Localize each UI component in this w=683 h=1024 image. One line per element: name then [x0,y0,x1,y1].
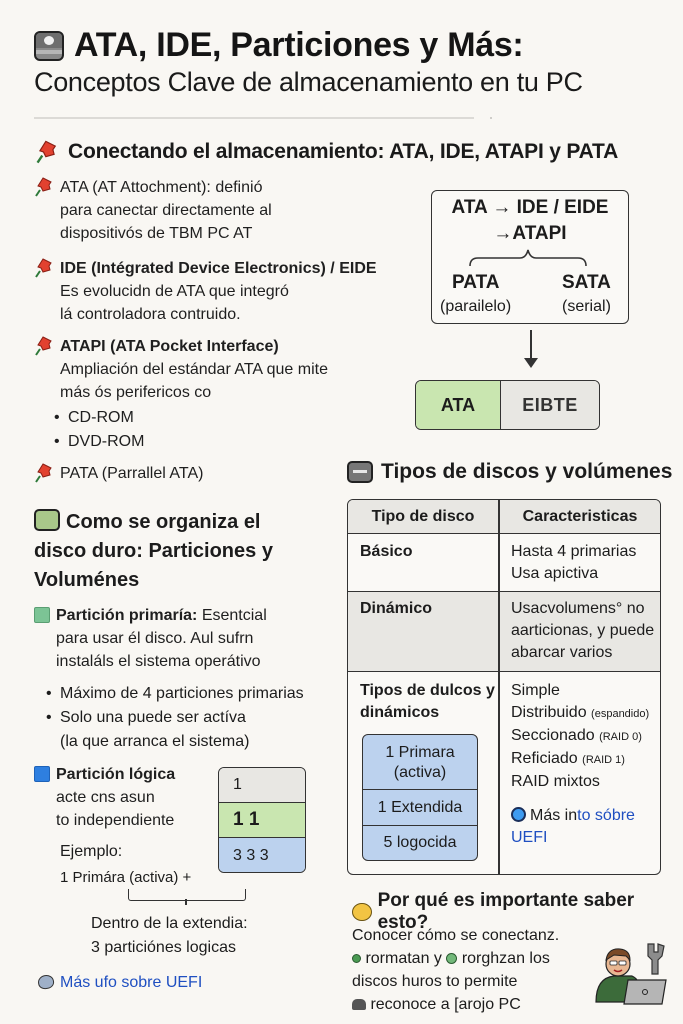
hard-drive-icon [34,31,64,61]
why-line: discos huros to permite [352,973,518,990]
volume-type-name: Distribuido [511,704,587,721]
heart-icon [37,974,55,991]
brace-icon [468,248,588,268]
stack-primary-line: (activa) [393,764,447,781]
thumbs-up-icon [352,999,366,1010]
pushpin-icon [34,176,54,198]
desc-line: Usacvolumens° no [511,600,645,617]
item-pata [34,462,203,485]
section-partitions-title: Como se organiza el disco duro: Particiones y Voluménes [34,511,273,591]
diagram-pata: PATA [452,272,500,293]
uefi-link-table[interactable] [511,805,649,849]
technician-illustration [588,940,678,1010]
logical-partition [34,763,175,832]
volume-type [511,771,649,793]
volume-type-name: Reficiado [511,750,578,767]
diagram-line1: ATA → IDE / EIDE [451,197,609,218]
primary-line: instaláls el sistema operátivo [56,653,261,670]
diagram-parallel: (parailelo) [440,298,512,315]
volume-type [511,702,649,725]
list-item: • DVD-ROM [52,430,328,454]
pushpin-icon [34,139,60,165]
example-line: 1 Primára (activa) + [60,869,192,886]
why-text: reconoce a [arojo PC [370,996,521,1013]
logical-label: Partición lógica [56,766,176,783]
item-atapi-lead: ATAPI (ATA Pocket Interface) [60,338,279,355]
box-eide: EIBTE [501,381,599,429]
cell-basic-desc [511,541,636,585]
stack-logical: 5 logocida [383,834,457,851]
why-text: rorghzan los [461,950,550,967]
desc-line: Usa apictiva [511,565,599,582]
stack-row: 3 3 3 [219,838,305,873]
desc-line: Hasta 4 primarias [511,543,637,560]
diagram-sata: SATA [562,272,611,293]
item-ata [34,176,272,245]
list-item: • Solo una puede ser actíva [44,706,304,730]
list-item: • Máximo de 4 particiones primarias [44,682,304,706]
section-connect-heading [34,139,618,165]
primary-label: Partición primaría: [56,607,198,624]
example-label: Ejemplo: [60,843,123,860]
why-text: rormatan y [365,950,442,967]
cell-volume-types [511,680,649,849]
diagram-line2: →ATAPI [493,223,567,244]
uefi-link-text[interactable]: Más ufo sobre UEFI [60,974,203,991]
type-line: Tipos de dulcos y [360,682,495,699]
pushpin-icon [34,335,54,357]
volume-type-name: Seccionado [511,727,595,744]
logical-line: acte cns asun [56,789,155,806]
pushpin-icon [34,257,54,279]
item-ide [34,257,377,326]
column-divider [498,500,500,874]
cell-dynamic-desc [511,598,654,664]
box-ata: ATA [416,381,501,429]
page-subtitle: Conceptos Clave de almacenamiento en tu PC [34,67,583,97]
diagram-serial: (serial) [562,298,611,315]
chick-icon [352,903,372,921]
item-ata-line: dispositivós de TBM PC AT [60,225,253,242]
section-disk-types-heading [347,460,672,484]
volume-type [511,680,649,702]
item-ide-line: Es evolucidn de ATA que integró [60,283,289,300]
item-ata-lead: ATA (AT Attochment): definió [60,179,263,196]
stack-row: 1 [219,768,305,803]
section-connect-title: Conectando el almacenamiento: ATA, IDE, ATAPI y PATA [68,140,619,163]
uefi-link-left[interactable] [38,974,202,992]
stack-row: 1 1 [219,803,305,838]
extended-note [91,912,248,960]
why-line [352,993,559,1016]
extended-note-line: Dentro de la extendia: [91,915,248,932]
volume-type-name: Simple [511,682,560,699]
item-ide-line: lá controladora contruido. [60,306,241,323]
page-title: ATA, IDE, Particiones y Más: [74,26,524,64]
primary-rules-list [44,682,304,754]
volume-type-name: RAID mixtos [511,773,600,790]
cell-dynamic: Dinámico [360,600,433,617]
volume-type-note: (espandido) [591,708,650,720]
ata-eide-box [415,380,600,430]
primary-text: Esentcial [197,607,267,624]
green-dot-icon [352,954,361,963]
type-line: dinámicos [360,704,440,721]
item-pata-lead: PATA (Parrallel ATA) [60,465,204,482]
section-partitions-heading [34,508,304,595]
green-square-icon [34,607,50,623]
section-disk-types-title: Tipos de discos y volúmenes [381,460,673,483]
item-atapi-line: más ós perifericos co [60,384,212,401]
folder-icon [34,509,60,531]
section-why-text [352,924,559,1016]
brace-icon [128,889,246,901]
drawer-icon [347,461,373,483]
divider [34,117,474,119]
header-characteristics: Caracteristicas [522,508,638,525]
pushpin-icon [34,462,54,484]
primary-line: para usar él disco. Aul sufrn [56,630,254,647]
primary-partition [34,604,267,673]
cell-basic: Básico [360,543,413,560]
volume-type-note: (RAID 0) [599,731,642,743]
divider-dot [490,117,492,119]
list-item: • CD-ROM [52,406,328,430]
atapi-devices-list [52,406,328,454]
partition-stack [362,734,478,861]
desc-line: aarticionas, y puede [511,622,655,639]
disk-types-table [347,499,661,875]
item-atapi [34,335,328,454]
section-why-title: Por qué es importante saber esto? [377,890,635,933]
list-item: (la que arranca el sistema) [60,733,250,750]
volume-type [511,725,649,748]
why-line: Conocer cómo se conectanz. [352,927,560,944]
info-dot-icon [511,807,526,822]
stack-extended: 1 Extendida [363,790,477,826]
blue-square-icon [34,766,50,782]
cell-types [360,680,495,724]
stack-primary-line: 1 Primara [385,744,455,761]
logical-line: to independiente [56,812,175,829]
item-ata-line: para canectar directamente al [60,202,272,219]
partition-stack-mini [218,767,306,873]
extended-note-line: 3 particiónes logicas [91,939,236,956]
desc-line: abarcar varios [511,644,613,661]
green-dot-icon [446,953,457,964]
brace-tip [185,899,187,905]
item-ide-lead: IDE (Intégrated Device Electronics) / EIDE [60,260,377,277]
link-text[interactable]: to sóbre [577,807,635,824]
why-line [352,947,559,970]
arrow-head [524,358,538,368]
link-text[interactable]: UEFI [511,829,548,846]
title-row [34,26,523,65]
header-disk-type: Tipo de disco [371,508,475,525]
stack-primary [363,735,477,790]
volume-type [511,748,649,771]
item-atapi-line: Ampliación del estándar ATA que mite [60,361,328,378]
volume-type-note: (RAID 1) [582,754,625,766]
link-prefix[interactable]: Más in [530,807,578,824]
